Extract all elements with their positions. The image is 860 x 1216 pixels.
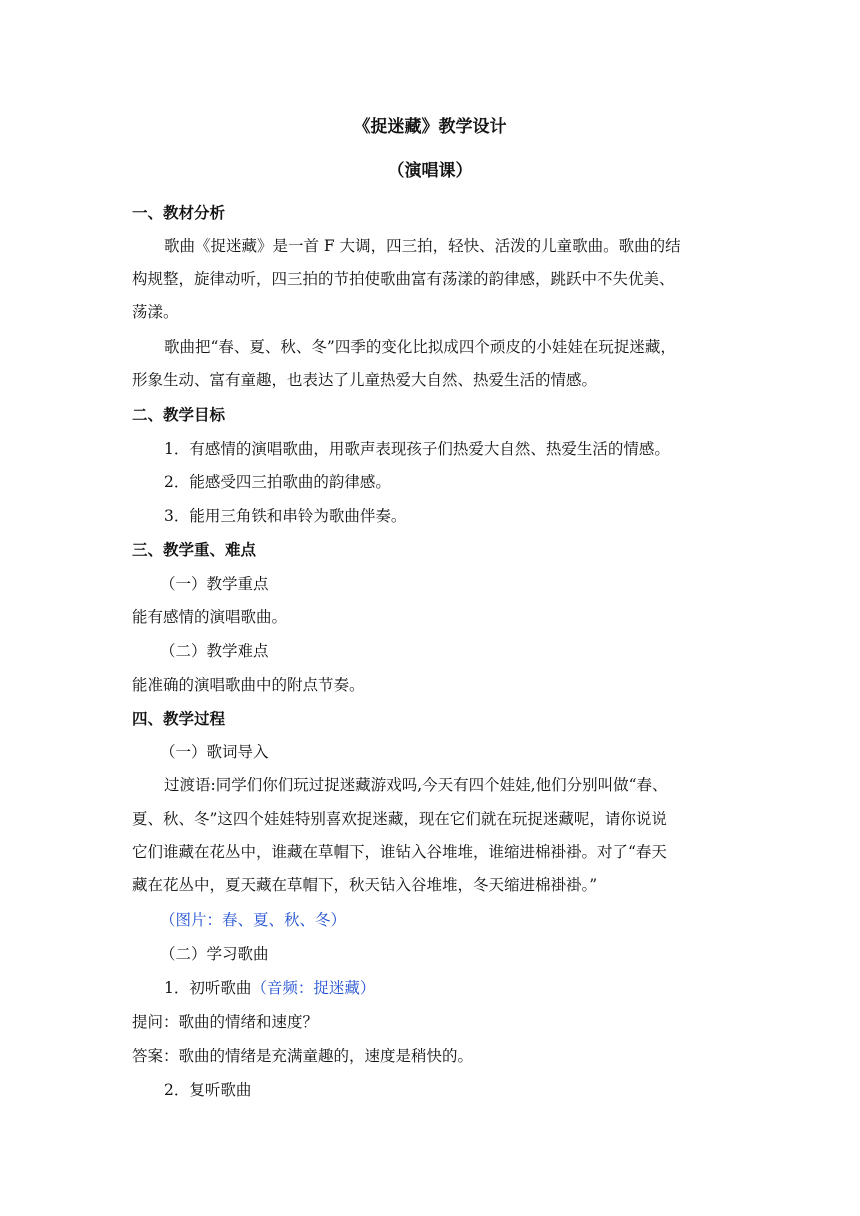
audio-note: （音频：捉迷藏） [251, 979, 376, 997]
list-item: 2．复听歌曲 [164, 1081, 252, 1099]
paragraph-line: 形象生动、富有童趣，也表达了儿童热爱大自然、热爱生活的情感。 [132, 371, 598, 389]
section-heading-objectives: 二、教学目标 [132, 406, 226, 424]
step-label: 1．初听歌曲 [164, 979, 252, 997]
paragraph-line: 能准确的演唱歌曲中的附点节奏。 [132, 676, 365, 694]
list-item: 3．能用三角铁和串铃为歌曲伴奏。 [164, 507, 407, 525]
paragraph-line: 过渡语:同学们你们玩过捉迷藏游戏吗,今天有四个娃娃,他们分别叫做“春、 [164, 776, 668, 794]
list-item: 2．能感受四三拍歌曲的韵律感。 [164, 473, 391, 491]
document-title: 《捉迷藏》教学设计 [353, 117, 507, 137]
paragraph-line: 能有感情的演唱歌曲。 [132, 608, 288, 626]
paragraph-line: 它们谁藏在花丛中，谁藏在草帽下，谁钻入谷堆堆，谁缩进棉褂褂。对了“春天 [132, 843, 667, 861]
subsection-heading: （二）教学难点 [160, 642, 269, 660]
paragraph-line: 荡漾。 [132, 303, 179, 321]
subsection-heading: （二）学习歌曲 [160, 945, 269, 963]
subsection-heading: （一）歌词导入 [160, 743, 269, 761]
subsection-heading: （一）教学重点 [160, 575, 269, 593]
paragraph-line: 提问：歌曲的情绪和速度？ [132, 1013, 319, 1031]
paragraph-line: 藏在花丛中，夏天藏在草帽下，秋天钻入谷堆堆，冬天缩进棉褂褂。” [132, 876, 598, 894]
document-subtitle: （演唱课） [387, 161, 473, 181]
list-item [164, 977, 764, 999]
paragraph-line: 歌曲《捉迷藏》是一首 F 大调，四三拍，轻快、活泼的儿童歌曲。歌曲的结 [164, 237, 681, 255]
section-heading-materials: 一、教材分析 [132, 204, 226, 222]
paragraph-line: 答案：歌曲的情绪是充满童趣的，速度是稍快的。 [132, 1047, 474, 1065]
paragraph-line: 歌曲把“春、夏、秋、冬”四季的变化比拟成四个顽皮的小娃娃在玩捉迷藏， [164, 338, 676, 356]
picture-note: （图片：春、夏、秋、冬） [160, 911, 347, 929]
section-heading-process: 四、教学过程 [132, 710, 226, 728]
paragraph-line: 构规整，旋律动听，四三拍的节拍使歌曲富有荡漾的韵律感，跳跃中不失优美、 [132, 270, 675, 288]
section-heading-key-points: 三、教学重、难点 [132, 541, 257, 559]
list-item: 1．有感情的演唱歌曲，用歌声表现孩子们热爱大自然、热爱生活的情感。 [164, 440, 670, 458]
paragraph-line: 夏、秋、冬”这四个娃娃特别喜欢捉迷藏，现在它们就在玩捉迷藏呢，请你说说 [132, 810, 667, 828]
